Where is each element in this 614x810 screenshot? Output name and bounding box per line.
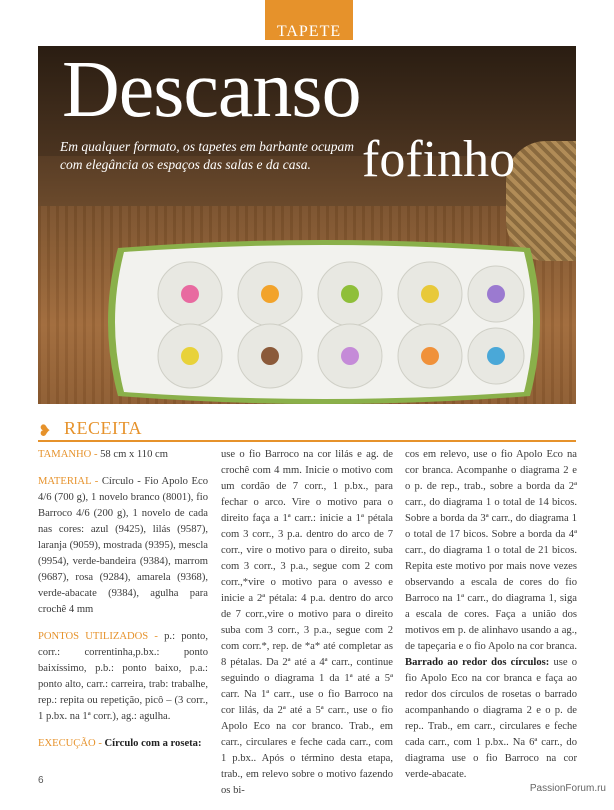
column-2-text: use o fio Barroco na cor lilás e ag. de crochê com 4 mm. Inicie o motivo com um cordão de 7 corr., 1 p.bx., para fechar o arco. Vire o motivo para o direito faça a 1ª carr.: inicie a 1ª pétala com 3 corr., 3 p.a. dentro do arco de 7 corr., vire o motivo para o direito, suba com 3 corr., 3 p.a., segue com 2 com corr.,*vire o motivo para o avesso e inicie a 2ª pétala: 4 p.a. dentro do arco de 7 corr.,vire o motivo para o direito suba com 3 corr., 3 p.a., segue com 2 com corr.*, rep. de *a* até completar as 8 pétalas. Da 2ª até a 4ª carr., continue seguindo o diagrama 1 da 1ª até a 5ª carr. Na 1ª carr., use o fio Barroco na cor lilás, da 2ª até a 5ª carr., use o fio Apolo Eco na cor branco. Trab., em carr., circulares e feche cada carr., com 1 p.bx.. Após o término desta etapa, trab., em relevo sobre o motivo fazendo os bi- bbox=[221, 449, 393, 796]
recipe-heading-label: RECEITA bbox=[64, 418, 143, 438]
rosette-orange bbox=[261, 285, 279, 303]
watermark: PassionForum.ru bbox=[529, 783, 606, 794]
section-tag: TAPETE bbox=[265, 0, 353, 40]
rosette-orange-2 bbox=[421, 347, 439, 365]
title-line-1: Descanso bbox=[62, 46, 361, 134]
column-2 bbox=[221, 447, 393, 810]
pontos-text: p.: ponto, corr.: correntinha,p.bx.: ponto baixíssimo, p.b.: ponto baixo, p.a.: ponto alto, carr.: carreira, trab: trabalhe, rep.: repita ou repetição, picô – (3 corr., 1 p.bx. na 1ª corr.), ag.: agulha. bbox=[38, 631, 208, 722]
tamanho-paragraph bbox=[38, 447, 208, 463]
rosette-pink bbox=[181, 285, 199, 303]
recipe-heading bbox=[38, 418, 576, 440]
material-label: MATERIAL - bbox=[38, 476, 102, 487]
heading-rule bbox=[38, 440, 576, 442]
column-3-paragraph bbox=[405, 447, 577, 783]
execucao-label: EXECUÇÃO - bbox=[38, 738, 105, 749]
material-text: Círculo - Fio Apolo Eco 4/6 (700 g), 1 novelo branco (8001), fio Barroco 4/6 (200 g), 1 novelo de cada nas cores: azul (9425), lilás (9587), laranja (9059), mostrada (9395), mescla (9954), verde-bandeira (9384), marrom (9687), rosa (9284), amarela (9368), verde-abacate (9384), agulha para crochê 4 mm bbox=[38, 476, 208, 615]
crochet-rug-illustration bbox=[98, 238, 550, 404]
rosette-yellow-2 bbox=[181, 347, 199, 365]
rosette-lilac bbox=[487, 285, 505, 303]
column-3-bold: Barrado ao redor dos círculos: bbox=[405, 657, 550, 668]
tamanho-value: 58 cm x 110 cm bbox=[100, 449, 168, 460]
title-line-2: fofinho bbox=[362, 131, 516, 188]
rosette-brown bbox=[261, 347, 279, 365]
rosette-blue bbox=[487, 347, 505, 365]
column-3-text-2: use o fio Apolo Eco na cor branca e faça ao redor dos círculos de rosetas o barrado acompanhando o diagrama 2 e o p. de rep.. Trab., em carr., circulares e feche cada carr., com 1 p.bx.. Na 6ª carr., do diagrama use o fio Barroco na cor verde-abacate. bbox=[405, 657, 578, 780]
execucao-paragraph bbox=[38, 736, 208, 752]
rosette-lilac-2 bbox=[341, 347, 359, 365]
page-number: 6 bbox=[38, 775, 44, 786]
column-1 bbox=[38, 447, 208, 763]
execucao-bold: Círculo com a roseta: bbox=[104, 738, 202, 749]
rosette-yellow bbox=[421, 285, 439, 303]
column-3 bbox=[405, 447, 577, 794]
pontos-label: PONTOS UTILIZADOS - bbox=[38, 631, 165, 642]
ornament-icon: ❥ bbox=[38, 423, 52, 440]
subtitle: Em qualquer formato, os tapetes em barbante ocupam com elegância os espaços das salas e da casa. bbox=[60, 139, 354, 172]
column-3-text-1: cos em relevo, use o fio Apolo Eco na cor branca. Acompanhe o diagrama 2 e o p. de rep., trab., sobre a borda da 2ª carr., do diagrama 1 o total de 14 bicos. Sobre a borda da 3ª carr., do diagrama 1 o total de 17 bicos. Sobre a borda da 4ª carr., do diagrama 1 o total de 21 bicos. Repita este motivo por mais nove vezes observando a escala de cores do fio Barroco na 1ª carr., do diagrama 1, siga a escala de cores. Faça a união dos motivos em p. de alinhavo usando a ag., de tapeçaria e o fio Apolo na cor branca. bbox=[405, 449, 577, 652]
material-paragraph bbox=[38, 474, 208, 618]
tamanho-label: TAMANHO - bbox=[38, 449, 101, 460]
rosette-green bbox=[341, 285, 359, 303]
pontos-paragraph bbox=[38, 629, 208, 725]
